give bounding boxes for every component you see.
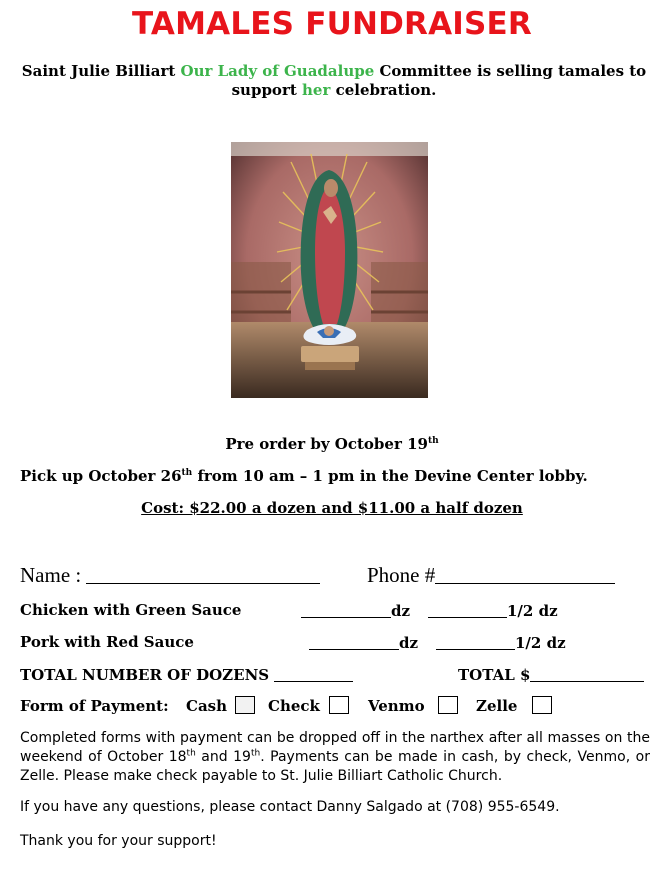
payment-check-checkbox[interactable] [329, 696, 349, 714]
dropoff-sup1: th [186, 748, 196, 759]
statue-illustration [231, 142, 428, 398]
chicken-halfdz-label: 1/2 dz [507, 602, 558, 620]
phone-blank[interactable] [435, 563, 615, 584]
pickup-info [20, 467, 588, 485]
total-dozens-blank[interactable] [274, 665, 353, 682]
payment-venmo-label: Venmo [368, 697, 425, 715]
dropoff-text-b: and 19 [195, 749, 251, 765]
dropoff-sup2: th [250, 748, 261, 759]
intro-part2: Committee is selling tamales to support [231, 62, 647, 99]
intro-highlight-ourlady: Our Lady of Guadalupe [180, 62, 375, 80]
preorder-sup: th [427, 436, 439, 446]
intro-part3: celebration. [330, 81, 437, 99]
total-dollars-field[interactable] [458, 665, 644, 684]
chicken-dz-blank[interactable] [301, 601, 391, 618]
pork-dz-field[interactable] [309, 633, 418, 652]
payment-cash-label: Cash [186, 697, 228, 715]
guadalupe-statue-photo [231, 142, 428, 398]
name-blank[interactable] [86, 563, 320, 584]
dropoff-text-a: Completed forms with payment can be dropped off in the narthex after all masses on the weekend of October 18 [20, 730, 650, 765]
total-dollars-blank[interactable] [530, 665, 644, 682]
pickup-text1: Pick up October 26 [20, 467, 182, 485]
intro-highlight-her: her [302, 81, 331, 99]
total-dozens-label: TOTAL NUMBER OF DOZENS [20, 666, 270, 684]
payment-venmo-checkbox[interactable] [438, 696, 458, 714]
total-dozens-field[interactable] [20, 665, 353, 684]
payment-zelle-checkbox[interactable] [532, 696, 552, 714]
cost-line: Cost: $22.00 a dozen and $11.00 a half dozen [141, 499, 523, 517]
item-chicken-label: Chicken with Green Sauce [20, 601, 242, 619]
payment-check-label: Check [268, 697, 320, 715]
intro-part1: Saint Julie Billiart [21, 62, 181, 80]
payment-cash-checkbox[interactable] [235, 696, 255, 714]
pork-halfdz-blank[interactable] [436, 633, 515, 650]
pork-dz-blank[interactable] [309, 633, 399, 650]
pork-dz-label: dz [399, 634, 419, 652]
pickup-sup: th [181, 468, 193, 478]
chicken-halfdz-blank[interactable] [428, 601, 507, 618]
pork-halfdz-field[interactable] [436, 633, 566, 652]
dropoff-instructions [20, 729, 650, 786]
chicken-halfdz-field[interactable] [428, 601, 558, 620]
payment-zelle-label: Zelle [476, 697, 518, 715]
payment-label: Form of Payment: [20, 697, 169, 715]
contact-info: If you have any questions, please contact Danny Salgado at (708) 955-6549. [20, 799, 560, 815]
name-field[interactable] [20, 563, 320, 588]
phone-label: Phone # [367, 563, 436, 587]
page-title: TAMALES FUNDRAISER [131, 6, 532, 42]
thank-you: Thank you for your support! [20, 833, 217, 849]
item-pork-label: Pork with Red Sauce [20, 633, 194, 651]
phone-field[interactable] [367, 563, 615, 588]
name-label: Name : [20, 563, 82, 587]
pork-halfdz-label: 1/2 dz [515, 634, 566, 652]
preorder-text: Pre order by October 19 [225, 435, 428, 453]
pickup-text2: from 10 am – 1 pm in the Devine Center lobby. [192, 467, 588, 485]
preorder-deadline [0, 435, 664, 453]
chicken-dz-label: dz [391, 602, 411, 620]
total-dollars-label: TOTAL $ [458, 666, 531, 684]
dropoff-text-c: . Payments can be made in cash, by check, Venmo, or Zelle. Please make check payable to St. Julie Billiart Catholic Church. [20, 749, 650, 784]
chicken-dz-field[interactable] [301, 601, 410, 620]
intro-text [20, 62, 648, 100]
